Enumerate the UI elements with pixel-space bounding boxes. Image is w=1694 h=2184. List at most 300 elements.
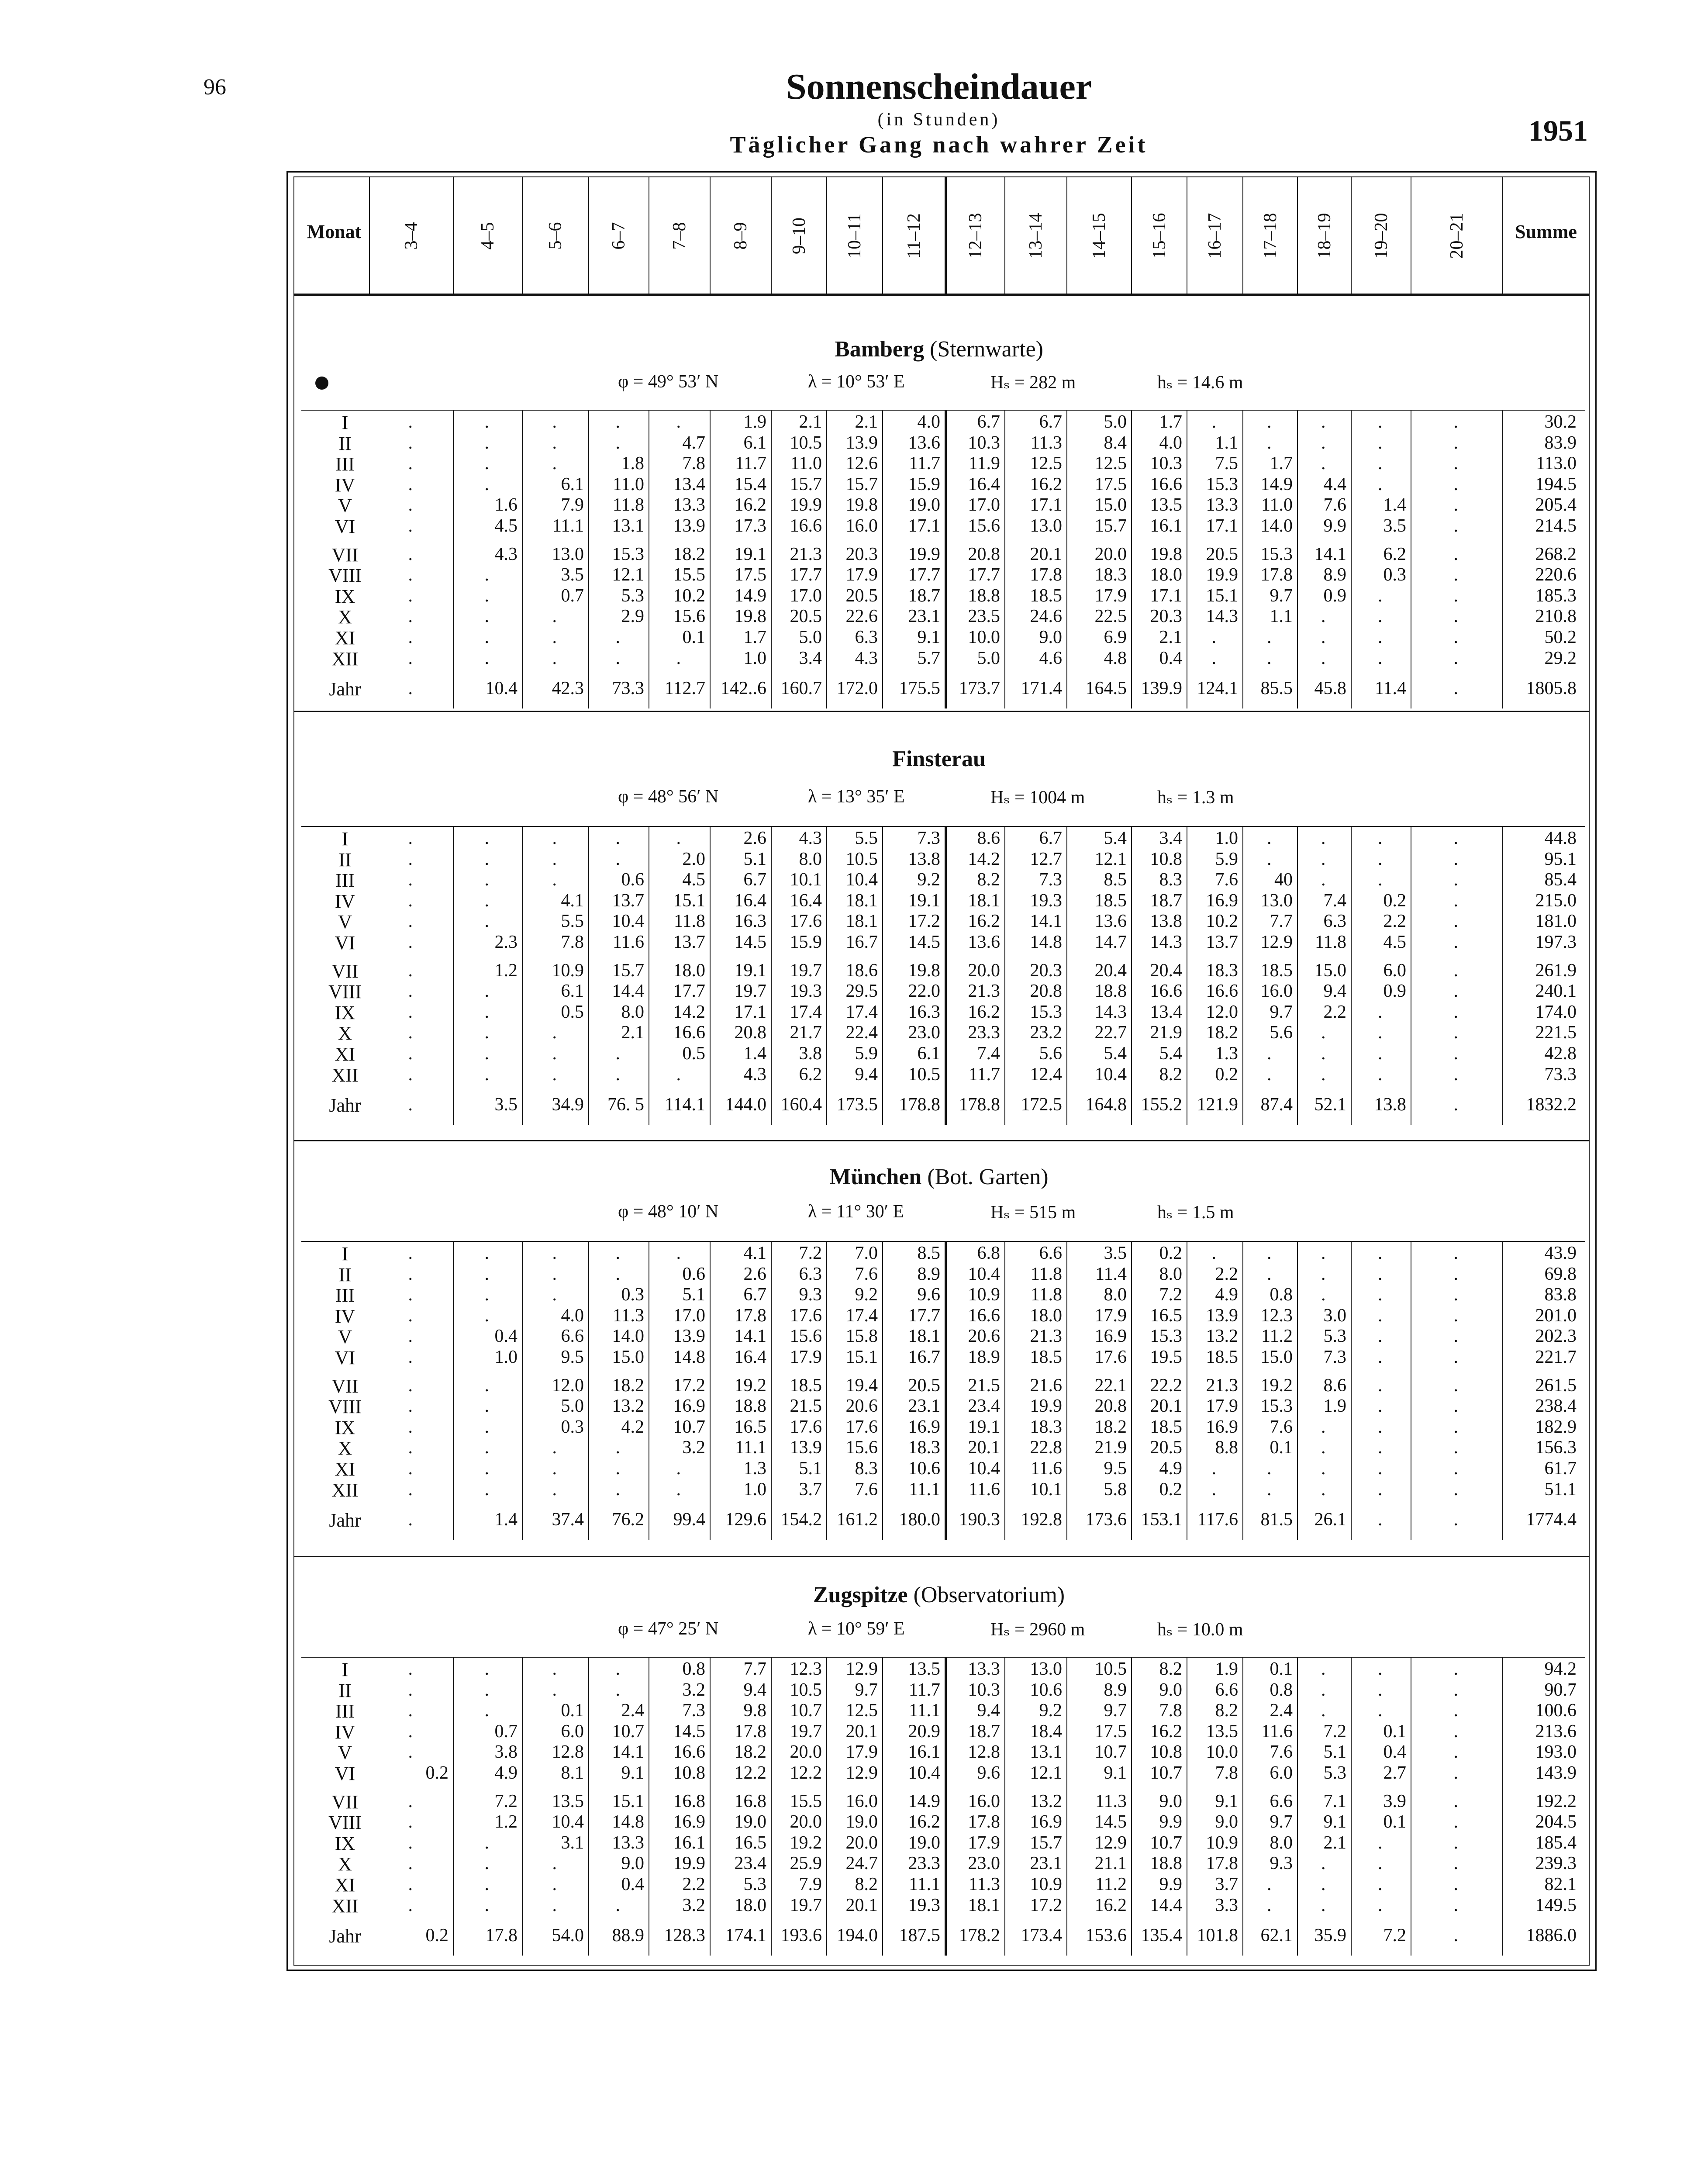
- data-cell: 7.8: [561, 932, 584, 952]
- data-cell: 9.1: [917, 627, 940, 647]
- year-total-cell: 153.1: [1141, 1510, 1182, 1530]
- data-cell: .: [1378, 1700, 1383, 1721]
- data-cell: 24.7: [845, 1853, 878, 1874]
- data-cell: 18.5: [1030, 585, 1062, 606]
- row-label: V: [338, 1742, 352, 1764]
- row-label: I: [342, 412, 348, 433]
- data-cell: 9.3: [1270, 1853, 1293, 1874]
- data-cell: 15.3: [612, 544, 644, 564]
- data-cell: 14.7: [1094, 932, 1127, 952]
- data-cell: 94.2: [1544, 1659, 1577, 1679]
- year-total-cell: 174.1: [725, 1925, 766, 1946]
- data-cell: 5.9: [1215, 849, 1238, 869]
- data-cell: 15.1: [845, 1347, 878, 1367]
- data-cell: 44.8: [1544, 828, 1577, 848]
- data-cell: 15.5: [673, 565, 705, 585]
- year-total-cell: 129.6: [725, 1510, 766, 1530]
- data-cell: .: [1321, 1458, 1326, 1479]
- data-cell: 7.6: [1323, 495, 1346, 515]
- data-cell: .: [408, 1479, 413, 1500]
- data-cell: 3.0: [1323, 1305, 1346, 1326]
- data-cell: 12.3: [1260, 1305, 1293, 1326]
- data-cell: .: [552, 606, 557, 627]
- data-cell: 7.9: [561, 495, 584, 515]
- data-cell: 0.1: [1270, 1438, 1293, 1458]
- data-cell: 20.0: [790, 1742, 822, 1762]
- data-cell: 9.0: [621, 1853, 644, 1874]
- data-cell: 19.8: [734, 606, 766, 627]
- data-cell: 0.2: [1159, 1479, 1182, 1500]
- data-cell: 4.9: [1215, 1285, 1238, 1305]
- data-cell: .: [552, 870, 557, 890]
- data-cell: .: [408, 1023, 413, 1043]
- data-cell: 11.6: [1261, 1721, 1293, 1742]
- data-cell: 29.2: [1544, 648, 1577, 668]
- data-cell: 16.5: [1150, 1305, 1182, 1326]
- column-rule: [882, 410, 883, 708]
- data-cell: 16.6: [1206, 981, 1238, 1002]
- data-cell: 4.9: [494, 1763, 518, 1783]
- data-cell: 9.9: [1323, 516, 1346, 536]
- data-cell: 15.7: [1030, 1832, 1062, 1853]
- data-cell: 6.3: [799, 1264, 822, 1284]
- station-coord-Hs: Hₛ = 1004 m: [990, 788, 1085, 808]
- data-cell: 0.1: [682, 627, 705, 647]
- row-label: V: [338, 495, 352, 517]
- data-cell: .: [1453, 1023, 1458, 1043]
- data-cell: 16.7: [845, 932, 878, 952]
- data-cell: 2.1: [799, 412, 822, 432]
- data-cell: .: [676, 648, 681, 668]
- data-cell: 11.3: [613, 1305, 644, 1326]
- data-cell: 0.8: [1270, 1285, 1293, 1305]
- data-cell: 14.8: [612, 1812, 644, 1832]
- data-cell: 239.3: [1535, 1853, 1577, 1874]
- data-cell: 4.0: [1159, 432, 1182, 453]
- data-cell: .: [1453, 1791, 1458, 1811]
- data-cell: 43.9: [1544, 1243, 1577, 1263]
- data-cell: 16.2: [908, 1812, 940, 1832]
- data-cell: .: [615, 1438, 620, 1458]
- data-cell: 17.5: [734, 565, 766, 585]
- data-cell: 1.1: [1270, 606, 1293, 627]
- column-rule: [710, 1241, 711, 1540]
- data-cell: 11.1: [909, 1479, 940, 1500]
- station-title: [0, 1164, 1694, 1190]
- data-cell: 13.6: [968, 932, 1000, 952]
- data-cell: 201.0: [1535, 1305, 1577, 1326]
- data-cell: .: [408, 1659, 413, 1679]
- column-rule: [1066, 1241, 1067, 1540]
- data-cell: 17.1: [1206, 516, 1238, 536]
- data-cell: 3.5: [1104, 1243, 1127, 1263]
- data-cell: 18.3: [1206, 960, 1238, 981]
- column-rule: [826, 826, 827, 1125]
- data-cell: 18.3: [1030, 1417, 1062, 1437]
- row-label: IX: [335, 1832, 355, 1854]
- data-cell: .: [1378, 1023, 1383, 1043]
- data-cell: 13.3: [673, 495, 705, 515]
- data-cell: 5.1: [799, 1458, 822, 1479]
- data-cell: 16.4: [734, 890, 766, 911]
- data-cell: .: [408, 565, 413, 585]
- data-cell: 2.9: [621, 606, 644, 627]
- column-rule: [1066, 826, 1067, 1125]
- data-cell: 21.3: [1206, 1375, 1238, 1396]
- data-cell: 17.2: [673, 1375, 705, 1396]
- data-cell: 7.4: [1323, 890, 1346, 911]
- data-cell: 2.7: [1383, 1763, 1406, 1783]
- data-cell: 11.8: [674, 911, 705, 932]
- data-cell: 19.9: [790, 495, 822, 515]
- data-cell: 8.2: [855, 1874, 878, 1894]
- data-cell: 18.5: [1260, 960, 1293, 981]
- data-cell: 15.6: [845, 1438, 878, 1458]
- data-cell: 10.2: [1206, 911, 1238, 932]
- year-total-cell: 117.6: [1197, 1510, 1238, 1530]
- data-cell: .: [615, 1064, 620, 1085]
- data-cell: .: [408, 1375, 413, 1396]
- data-cell: 16.1: [908, 1742, 940, 1762]
- station-name: Finsterau: [892, 746, 986, 771]
- row-label: Jahr: [329, 1925, 361, 1947]
- data-cell: .: [484, 432, 489, 453]
- data-cell: 13.9: [673, 1326, 705, 1347]
- data-cell: 1.0: [494, 1347, 518, 1367]
- data-cell: 17.6: [790, 1417, 822, 1437]
- data-cell: 1.4: [1383, 495, 1406, 515]
- data-cell: 7.9: [799, 1874, 822, 1894]
- data-cell: 16.6: [1150, 981, 1182, 1002]
- data-cell: .: [408, 1700, 413, 1721]
- data-cell: 12.7: [1030, 849, 1062, 869]
- data-cell: 14.5: [734, 932, 766, 952]
- data-cell: 4.5: [1383, 932, 1406, 952]
- data-cell: 21.1: [1094, 1853, 1127, 1874]
- data-cell: 5.0: [799, 627, 822, 647]
- year-total-cell: 3.5: [494, 1095, 518, 1115]
- data-cell: 7.8: [1159, 1700, 1182, 1721]
- data-cell: 20.3: [1150, 606, 1182, 627]
- column-rule: [1004, 1657, 1005, 1956]
- data-cell: 6.0: [1270, 1763, 1293, 1783]
- data-cell: .: [484, 1002, 489, 1022]
- data-cell: 204.5: [1535, 1812, 1577, 1832]
- data-cell: .: [1321, 870, 1326, 890]
- data-cell: 197.3: [1535, 932, 1577, 952]
- row-label: VI: [335, 1763, 355, 1784]
- year-total-cell: 164.8: [1085, 1095, 1127, 1115]
- data-cell: 23.1: [1030, 1853, 1062, 1874]
- data-cell: .: [408, 1721, 413, 1742]
- column-rule: [945, 1241, 947, 1540]
- data-cell: 20.5: [1206, 544, 1238, 564]
- data-cell: 8.2: [1159, 1659, 1182, 1679]
- station-coord-Hs: Hₛ = 515 m: [990, 1203, 1076, 1223]
- data-cell: 1.3: [743, 1458, 766, 1479]
- column-rule: [1242, 826, 1243, 1125]
- header-col-label: 6–7: [609, 222, 629, 250]
- row-label: X: [338, 1023, 352, 1044]
- data-cell: 268.2: [1535, 544, 1577, 564]
- header-col-label: 13–14: [1026, 213, 1046, 259]
- data-cell: 22.1: [1094, 1375, 1127, 1396]
- data-cell: 18.0: [1030, 1305, 1062, 1326]
- data-cell: 11.1: [909, 1874, 940, 1894]
- data-cell: 82.1: [1544, 1874, 1577, 1894]
- data-cell: 6.6: [561, 1326, 584, 1347]
- data-cell: 9.1: [1323, 1812, 1346, 1832]
- moon-icon: [315, 377, 328, 390]
- data-cell: .: [484, 1417, 489, 1437]
- data-cell: 16.6: [968, 1305, 1000, 1326]
- data-cell: .: [484, 1264, 489, 1284]
- data-cell: 5.5: [561, 911, 584, 932]
- data-cell: 18.8: [968, 585, 1000, 606]
- data-cell: 7.6: [1215, 870, 1238, 890]
- data-cell: 14.0: [1260, 516, 1293, 536]
- data-cell: 15.9: [790, 932, 822, 952]
- data-cell: 20.1: [845, 1895, 878, 1915]
- data-cell: 2.6: [743, 828, 766, 848]
- data-cell: .: [1378, 453, 1383, 474]
- data-cell: 10.4: [968, 1458, 1000, 1479]
- column-rule: [1297, 1657, 1298, 1956]
- data-cell: 12.8: [552, 1742, 584, 1762]
- data-cell: 18.3: [1094, 565, 1127, 585]
- header-col-label: 10–11: [845, 213, 865, 259]
- data-cell: 13.3: [968, 1659, 1000, 1679]
- data-cell: 17.6: [845, 1417, 878, 1437]
- data-cell: .: [1321, 1243, 1326, 1263]
- data-cell: .: [1453, 932, 1458, 952]
- data-cell: 156.3: [1535, 1438, 1577, 1458]
- data-cell: .: [408, 516, 413, 536]
- year-total-cell: 173.5: [836, 1095, 878, 1115]
- data-cell: .: [484, 474, 489, 494]
- data-cell: 19.7: [790, 1895, 822, 1915]
- data-cell: 12.9: [845, 1763, 878, 1783]
- column-rule: [1502, 826, 1503, 1125]
- data-cell: 16.5: [734, 1417, 766, 1437]
- data-cell: 16.9: [1030, 1812, 1062, 1832]
- data-cell: .: [1378, 1659, 1383, 1679]
- data-cell: 18.6: [845, 960, 878, 981]
- data-cell: .: [408, 1044, 413, 1064]
- data-cell: 14.3: [1094, 1002, 1127, 1022]
- data-top-rule: [301, 826, 1585, 827]
- header-col-20-21: [1411, 176, 1502, 295]
- data-cell: 13.2: [612, 1396, 644, 1417]
- data-cell: 21.5: [968, 1375, 1000, 1396]
- data-cell: 11.0: [613, 474, 644, 494]
- data-cell: .: [484, 585, 489, 606]
- data-cell: .: [484, 1438, 489, 1458]
- data-cell: 8.2: [977, 870, 1000, 890]
- data-cell: .: [484, 1679, 489, 1700]
- data-cell: .: [408, 1243, 413, 1263]
- data-cell: .: [1321, 1479, 1326, 1500]
- data-cell: 61.7: [1544, 1458, 1577, 1479]
- year-total-cell: 173.7: [959, 678, 1000, 699]
- data-cell: 1.0: [1215, 828, 1238, 848]
- data-cell: .: [1453, 1264, 1458, 1284]
- data-cell: 90.7: [1544, 1679, 1577, 1700]
- data-cell: .: [676, 1243, 681, 1263]
- data-cell: 20.1: [845, 1721, 878, 1742]
- data-cell: 20.6: [845, 1396, 878, 1417]
- data-cell: 17.8: [1030, 565, 1062, 585]
- data-cell: 3.5: [561, 565, 584, 585]
- data-cell: .: [1453, 911, 1458, 932]
- year-total-cell: .: [408, 1095, 413, 1115]
- column-rule: [1131, 1657, 1132, 1956]
- data-cell: 13.3: [1206, 495, 1238, 515]
- data-cell: 6.2: [799, 1064, 822, 1085]
- data-cell: 20.0: [845, 1832, 878, 1853]
- data-cell: .: [408, 1064, 413, 1085]
- data-cell: .: [1453, 1659, 1458, 1679]
- data-cell: 13.0: [1030, 516, 1062, 536]
- data-cell: .: [408, 627, 413, 647]
- data-cell: 11.6: [969, 1479, 1000, 1500]
- column-rule: [771, 1657, 772, 1956]
- data-cell: 83.9: [1544, 432, 1577, 453]
- data-cell: .: [484, 1305, 489, 1326]
- data-cell: .: [408, 849, 413, 869]
- year-total-cell: 85.5: [1260, 678, 1293, 699]
- data-cell: 16.8: [673, 1791, 705, 1811]
- data-cell: 5.8: [1104, 1479, 1127, 1500]
- data-cell: 18.4: [1030, 1721, 1062, 1742]
- data-cell: 0.1: [1270, 1659, 1293, 1679]
- data-cell: 11.0: [1261, 495, 1293, 515]
- data-cell: .: [484, 1044, 489, 1064]
- data-cell: .: [1453, 1895, 1458, 1915]
- year-total-cell: 99.4: [673, 1510, 705, 1530]
- data-cell: .: [484, 1659, 489, 1679]
- data-cell: 19.9: [1030, 1396, 1062, 1417]
- data-cell: 19.1: [968, 1417, 1000, 1437]
- data-cell: 0.3: [1383, 565, 1406, 585]
- data-cell: .: [615, 627, 620, 647]
- data-cell: 17.1: [908, 516, 940, 536]
- row-label: VI: [335, 1347, 355, 1368]
- data-cell: 2.4: [1270, 1700, 1293, 1721]
- data-cell: 8.3: [1159, 870, 1182, 890]
- row-label: VII: [331, 960, 359, 982]
- data-cell: .: [484, 1285, 489, 1305]
- year-total-cell: 124.1: [1197, 678, 1238, 699]
- data-cell: .: [1453, 516, 1458, 536]
- data-cell: 10.7: [1150, 1832, 1182, 1853]
- data-cell: 20.1: [968, 1438, 1000, 1458]
- column-rule: [588, 1657, 589, 1956]
- data-cell: 13.6: [1094, 911, 1127, 932]
- data-cell: 10.9: [552, 960, 584, 981]
- row-label: II: [338, 1679, 352, 1701]
- data-cell: 8.0: [621, 1002, 644, 1022]
- data-cell: 23.2: [1030, 1023, 1062, 1043]
- data-cell: .: [1321, 1874, 1326, 1894]
- data-cell: 22.7: [1094, 1023, 1127, 1043]
- header-col-label: 15–16: [1149, 213, 1170, 259]
- data-cell: .: [1453, 1396, 1458, 1417]
- data-cell: 23.0: [908, 1023, 940, 1043]
- data-cell: 73.3: [1544, 1064, 1577, 1085]
- data-cell: .: [1378, 585, 1383, 606]
- year-total-cell: 37.4: [552, 1510, 584, 1530]
- data-cell: 6.1: [561, 981, 584, 1002]
- data-cell: 20.4: [1150, 960, 1182, 981]
- data-cell: 4.3: [855, 648, 878, 668]
- data-cell: 5.9: [855, 1044, 878, 1064]
- data-cell: 16.1: [673, 1832, 705, 1853]
- data-cell: 19.2: [1260, 1375, 1293, 1396]
- data-cell: 6.0: [561, 1721, 584, 1742]
- data-cell: 3.1: [561, 1832, 584, 1853]
- column-rule: [710, 1657, 711, 1956]
- data-cell: .: [615, 1659, 620, 1679]
- year-total-cell: 76.2: [612, 1510, 644, 1530]
- data-cell: .: [1378, 432, 1383, 453]
- data-cell: 7.6: [1270, 1742, 1293, 1762]
- row-label: VIII: [328, 565, 362, 587]
- year-total-cell: 7.2: [1383, 1925, 1406, 1946]
- data-cell: 12.2: [790, 1763, 822, 1783]
- data-cell: 11.8: [1315, 932, 1346, 952]
- year-total-cell: 1886.0: [1526, 1925, 1577, 1946]
- data-cell: .: [484, 412, 489, 432]
- data-cell: 9.9: [1159, 1812, 1182, 1832]
- data-cell: .: [615, 1679, 620, 1700]
- data-cell: 17.1: [1150, 585, 1182, 606]
- row-label: VII: [331, 544, 359, 566]
- header-col-label: 7–8: [669, 222, 690, 250]
- station-coord-Hs: Hₛ = 282 m: [990, 373, 1076, 393]
- data-cell: 21.9: [1094, 1438, 1127, 1458]
- data-cell: 2.2: [1323, 1002, 1346, 1022]
- data-cell: 0.7: [561, 585, 584, 606]
- row-label: VIII: [328, 1396, 362, 1418]
- data-cell: 10.4: [552, 1812, 584, 1832]
- year-total-cell: 11.4: [1375, 678, 1406, 699]
- row-label: VI: [335, 516, 355, 537]
- year-total-cell: 164.5: [1085, 678, 1127, 699]
- column-rule: [1351, 1657, 1352, 1956]
- data-cell: 20.4: [1094, 960, 1127, 981]
- year-total-cell: 180.0: [899, 1510, 940, 1530]
- data-cell: 8.4: [1104, 432, 1127, 453]
- data-cell: .: [484, 911, 489, 932]
- header-col-label: 18–19: [1314, 213, 1335, 259]
- column-rule: [826, 410, 827, 708]
- column-rule: [453, 1657, 454, 1956]
- data-cell: .: [408, 1264, 413, 1284]
- column-rule: [945, 826, 947, 1125]
- data-cell: .: [1453, 1285, 1458, 1305]
- data-cell: .: [1321, 432, 1326, 453]
- data-cell: 0.9: [1323, 585, 1346, 606]
- data-cell: 9.2: [855, 1285, 878, 1305]
- data-cell: 10.4: [908, 1763, 940, 1783]
- data-cell: 19.7: [790, 960, 822, 981]
- data-cell: 8.6: [977, 828, 1000, 848]
- row-label: XI: [335, 1044, 355, 1065]
- data-cell: .: [408, 981, 413, 1002]
- row-label: VIII: [328, 1812, 362, 1834]
- column-rule: [453, 410, 454, 708]
